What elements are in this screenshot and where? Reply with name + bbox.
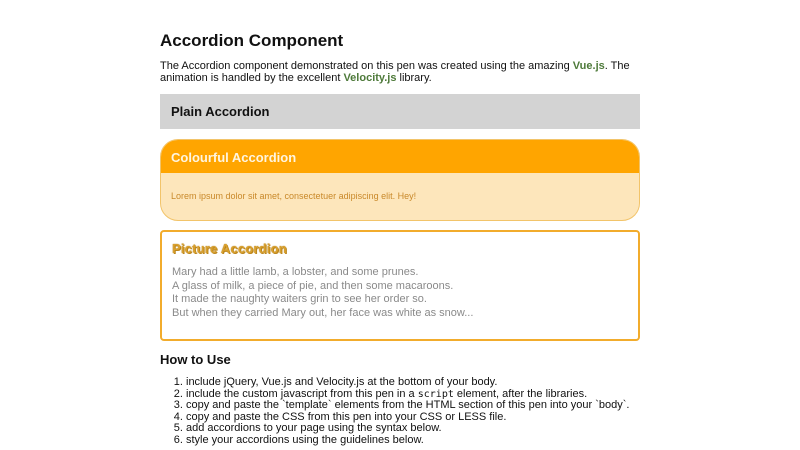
poem-line: A glass of milk, a piece of pie, and then some macaroons. <box>172 279 454 292</box>
plain-accordion[interactable] <box>160 94 640 129</box>
colourful-accordion-body: Lorem ipsum dolor sit amet, consectetuer adipiscing elit. Hey! <box>171 191 417 201</box>
colourful-accordion-title[interactable]: Colourful Accordion <box>171 150 297 165</box>
velocity-link[interactable]: Velocity.js <box>343 72 397 84</box>
poem-line: Mary had a little lamb, a lobster, and some prunes. <box>172 266 419 278</box>
page-title: Accordion Component <box>160 31 344 50</box>
picture-accordion-title[interactable]: Picture Accordion <box>172 241 287 256</box>
plain-accordion-title[interactable]: Plain Accordion <box>171 104 270 119</box>
how-to-use-heading: How to Use <box>160 352 231 367</box>
how-to-use-steps <box>160 377 629 446</box>
vue-link[interactable]: Vue.js <box>572 60 605 72</box>
step-item <box>186 435 629 447</box>
poem-line: It made the naughty waiters grin to see her order so. <box>172 293 427 305</box>
step-text: copy and paste the `template` elements from the HTML section of this pen into your `body`. <box>186 399 630 411</box>
picture-accordion-body <box>172 266 473 320</box>
colourful-accordion-header[interactable] <box>161 140 639 173</box>
step-text: include jQuery, Vue.js and Velocity.js at the bottom of your body. <box>186 376 498 388</box>
step-text: include the custom javascript from this pen in a <box>186 387 418 400</box>
step-text: element, after the libraries. <box>453 387 588 400</box>
intro-paragraph <box>160 60 640 84</box>
intro-text: library. <box>396 72 432 84</box>
colourful-accordion <box>160 139 640 221</box>
intro-text: The Accordion component demonstrated on this pen was created using the amazing <box>160 60 573 72</box>
picture-accordion <box>160 230 640 341</box>
intro-text: . The animation is handled by the excellent <box>160 60 630 84</box>
step-text: add accordions to your page using the syntax below. <box>186 422 442 434</box>
step-text: style your accordions using the guidelines below. <box>186 433 424 446</box>
poem-line: But when they carried Mary out, her face was white as snow... <box>172 306 474 319</box>
step-text: copy and paste the CSS from this pen into your CSS or LESS file. <box>186 410 507 423</box>
step-code: script <box>417 388 454 400</box>
